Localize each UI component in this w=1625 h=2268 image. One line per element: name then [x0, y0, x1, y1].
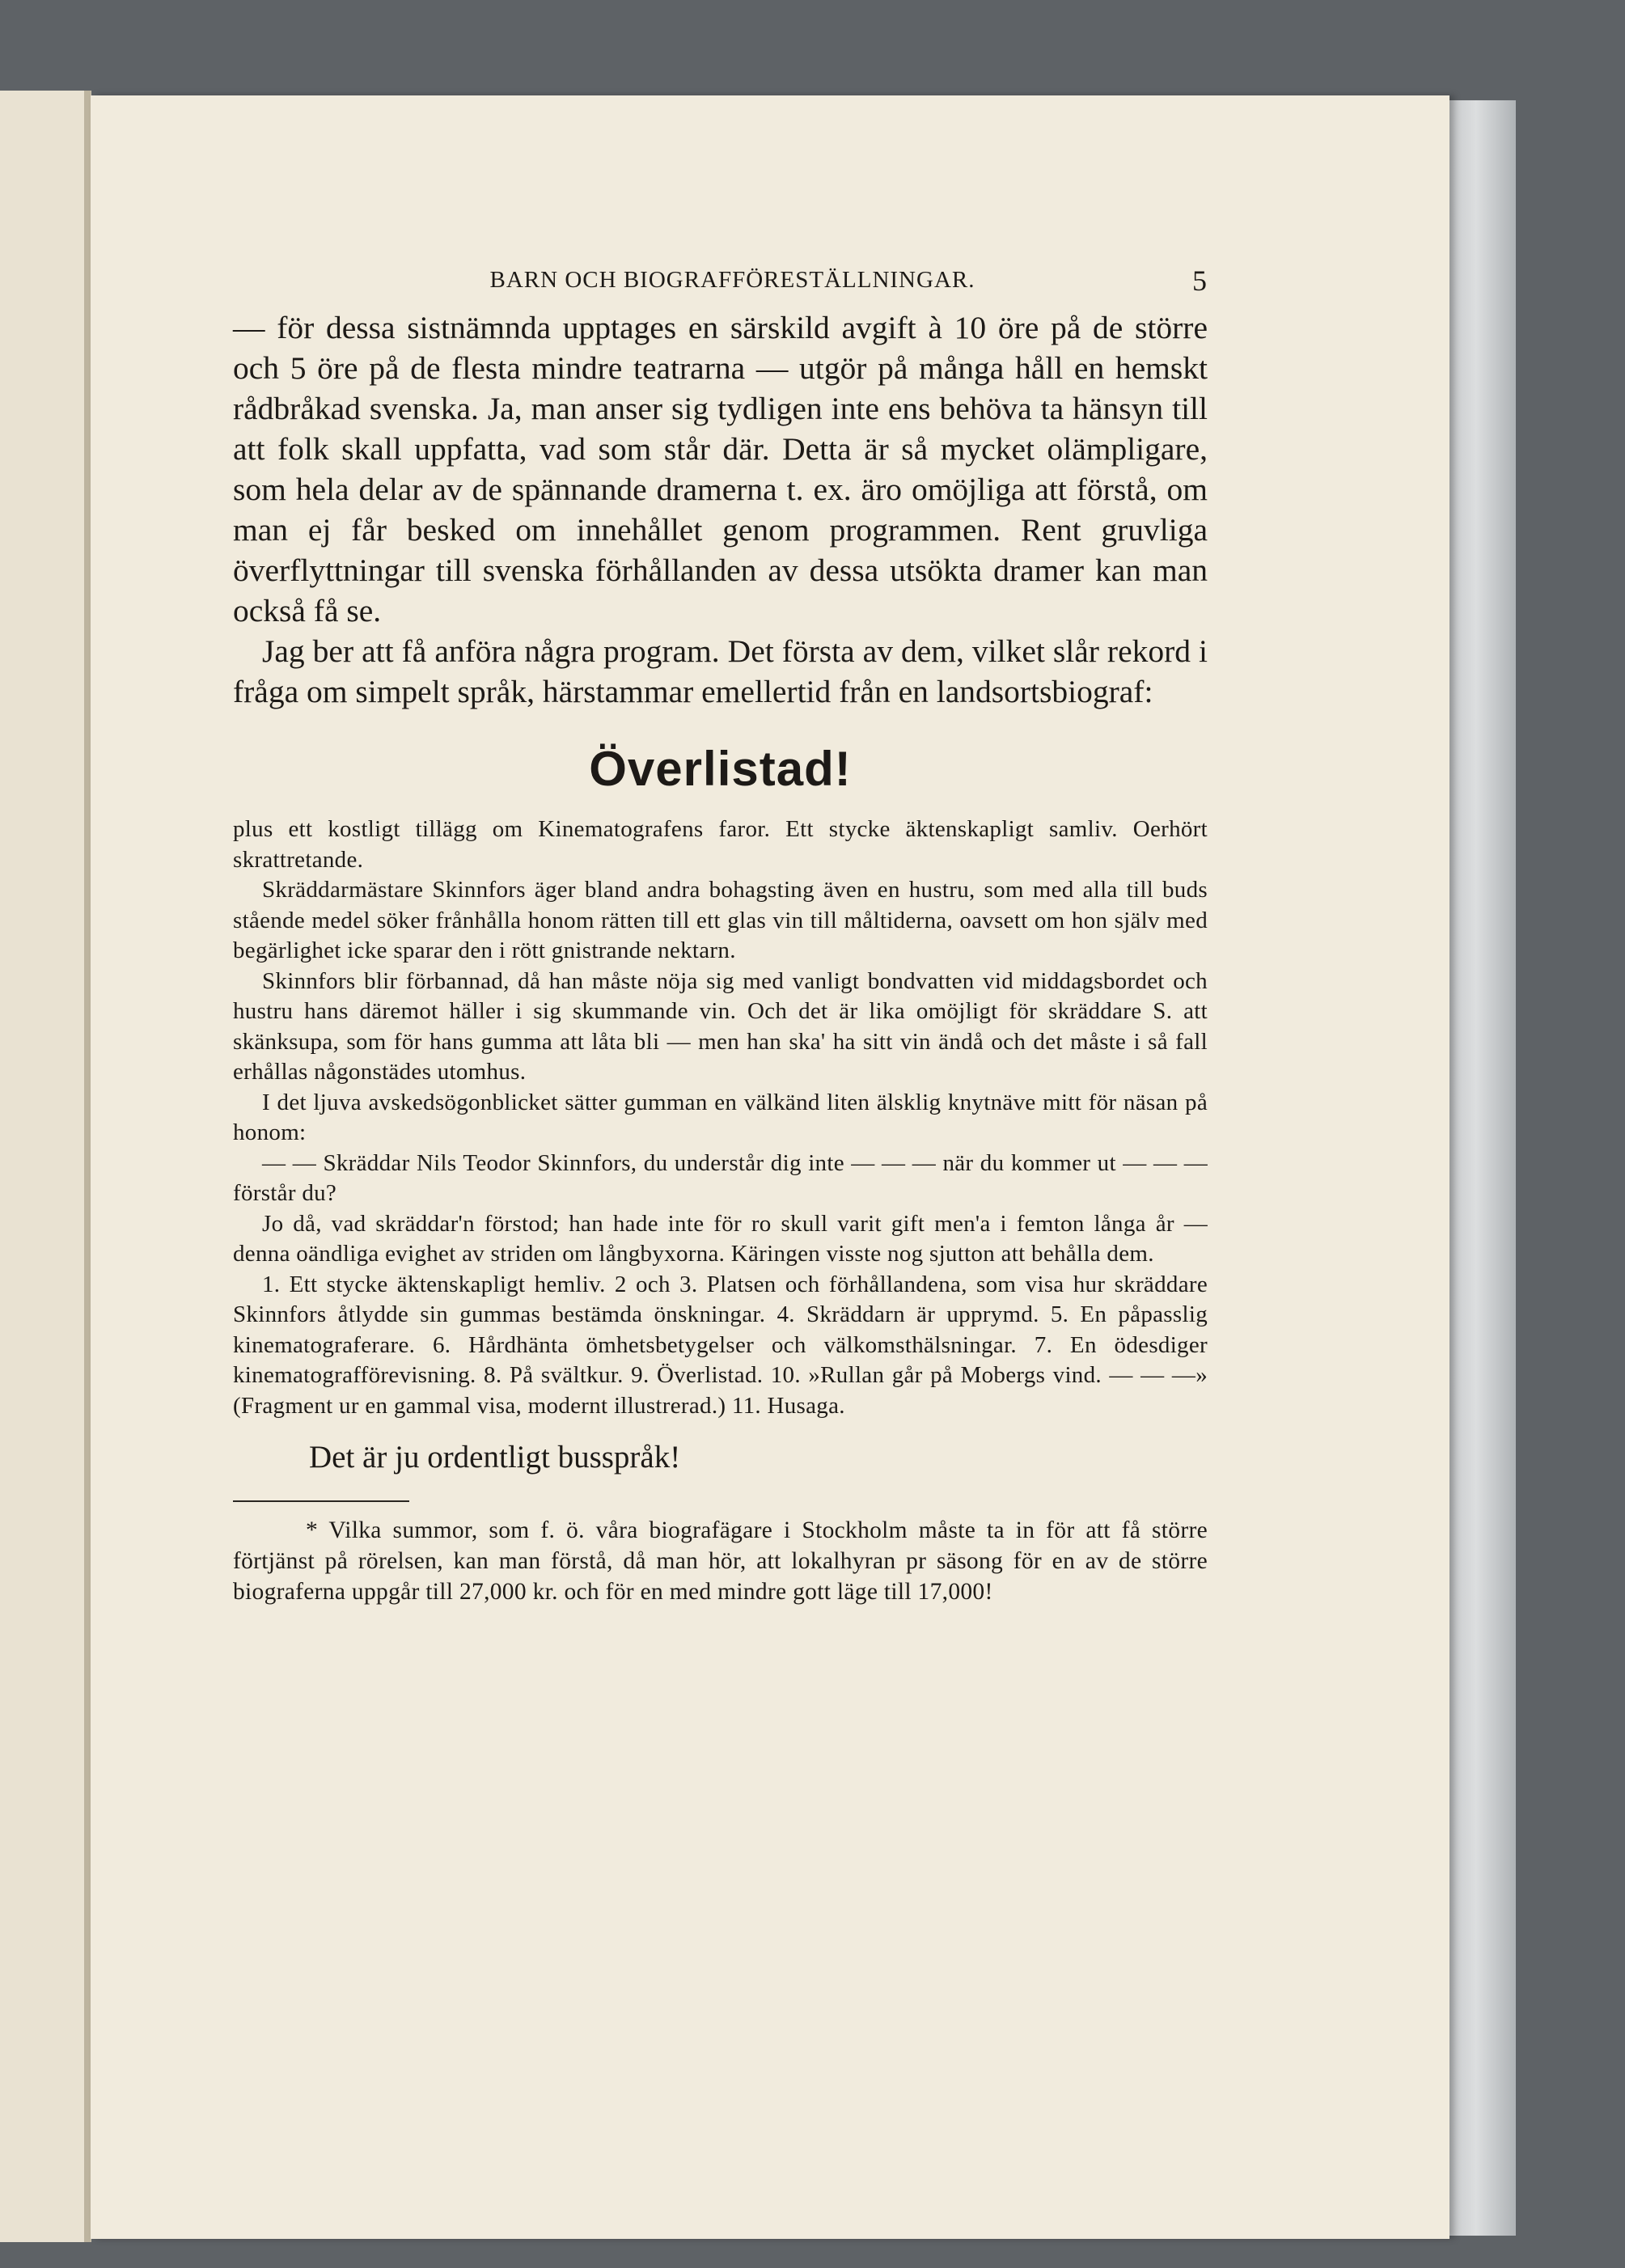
- running-head-title: BARN OCH BIOGRAFFÖRESTÄLLNINGAR.: [489, 267, 975, 293]
- body-paragraph-2: Jag ber att få anföra några program. Det första av dem, vilket slår rekord i fråga om simpelt språk, härstammar emellertid från en landsortsbiograf:: [233, 633, 1208, 709]
- page-number: 5: [1192, 264, 1208, 297]
- program-line: I det ljuva avskedsögonblicket sätter gumman en välkänd liten älsklig knytnäve mitt för näsan på honom:: [233, 1089, 1208, 1145]
- previous-page-leaf: [0, 91, 91, 2242]
- previous-page-edge: [84, 91, 91, 2242]
- page-content: [233, 264, 1208, 1607]
- footnote: * Vilka summor, som f. ö. våra biografägare i Stockholm måste ta in för att få större förtjänst på rörelsen, kan man förstå, då man hör, att lokalhyran pr säsong för en av de större biograferna uppgår till 27,000 kr. och för en med mindre gott läge till 17,000!: [233, 1517, 1208, 1605]
- program-line: 1. Ett stycke äktenskapligt hemliv. 2 och 3. Platsen och förhållandena, som visa hur skräddare Skinnfors åtlydde sin gummas bestämda önskningar. 4. Skräddarn är upprymd. 5. En påpasslig kinematograferare. 6. Hårdhänta ömhetsbetygelser och välkomsthälsningar. 7. En ödesdiger kinematografförevisning. 8. På svältkur. 9. Överlistad. 10. »Rullan går på Mobergs vind. — — —» (Fragment ur en gammal visa, modernt illustrerad.) 11. Husaga.: [233, 1271, 1208, 1419]
- footnote-rule: [233, 1500, 409, 1502]
- program-line: — — Skräddar Nils Teodor Skinnfors, du understår dig inte — — — när du kommer ut — — — förstår du?: [233, 1149, 1208, 1206]
- program-line: plus ett kostligt tillägg om Kinematografens faror. Ett stycke äktenskapligt samliv. Oerhört skrattretande.: [233, 816, 1208, 873]
- program-line: Skräddarmästare Skinnfors äger bland andra bohagsting även en hustru, som med alla till buds stående medel söker frånhålla honom rätten till ett glas vin till måltiderna, oavsett om hon själv med begärlighet icke sparar den i rött gnistrande nektarn.: [233, 877, 1208, 963]
- body-paragraph-1: — för dessa sistnämnda upptages en särskild avgift à 10 öre på de större och 5 öre på de flesta mindre teatrarna — utgör på många håll en hemskt rådbråkad svenska. Ja, man anser sig tydligen inte ens behöva ta hänsyn till att folk skall uppfatta, vad som står där. Detta är så mycket olämpligare, som hela delar av de spännande dramerna t. ex. äro omöjliga att förstå, om man ej får besked om innehållet genom programmen. Rent gruvliga överflyttningar till svenska förhållanden av dessa utsökta dramer kan man också få se.: [233, 310, 1208, 628]
- remark: Det är ju ordentligt busspråk!: [309, 1440, 681, 1475]
- program-title: Överlistad!: [589, 742, 852, 796]
- program-line: Jo då, vad skräddar'n förstod; han hade inte för ro skull varit gift men'a i femton långa år — denna oändliga evighet av striden om långbyxorna. Käringen visste nog sjutton att behålla dem.: [233, 1210, 1208, 1267]
- program-line: Skinnfors blir förbannad, då han måste nöja sig med vanligt bondvatten vid middagsbordet och hustru hans däremot häller i sig skummande vin. Och det är lika omöjligt för skräddare S. att skänksupa, som för hans gumma att låta bli — men han ska' ha sitt vin ändå och det måste i så fall erhållas någonstädes utomhus.: [233, 967, 1208, 1085]
- running-head: [233, 264, 1208, 307]
- page-stack-edge: [1449, 100, 1516, 2236]
